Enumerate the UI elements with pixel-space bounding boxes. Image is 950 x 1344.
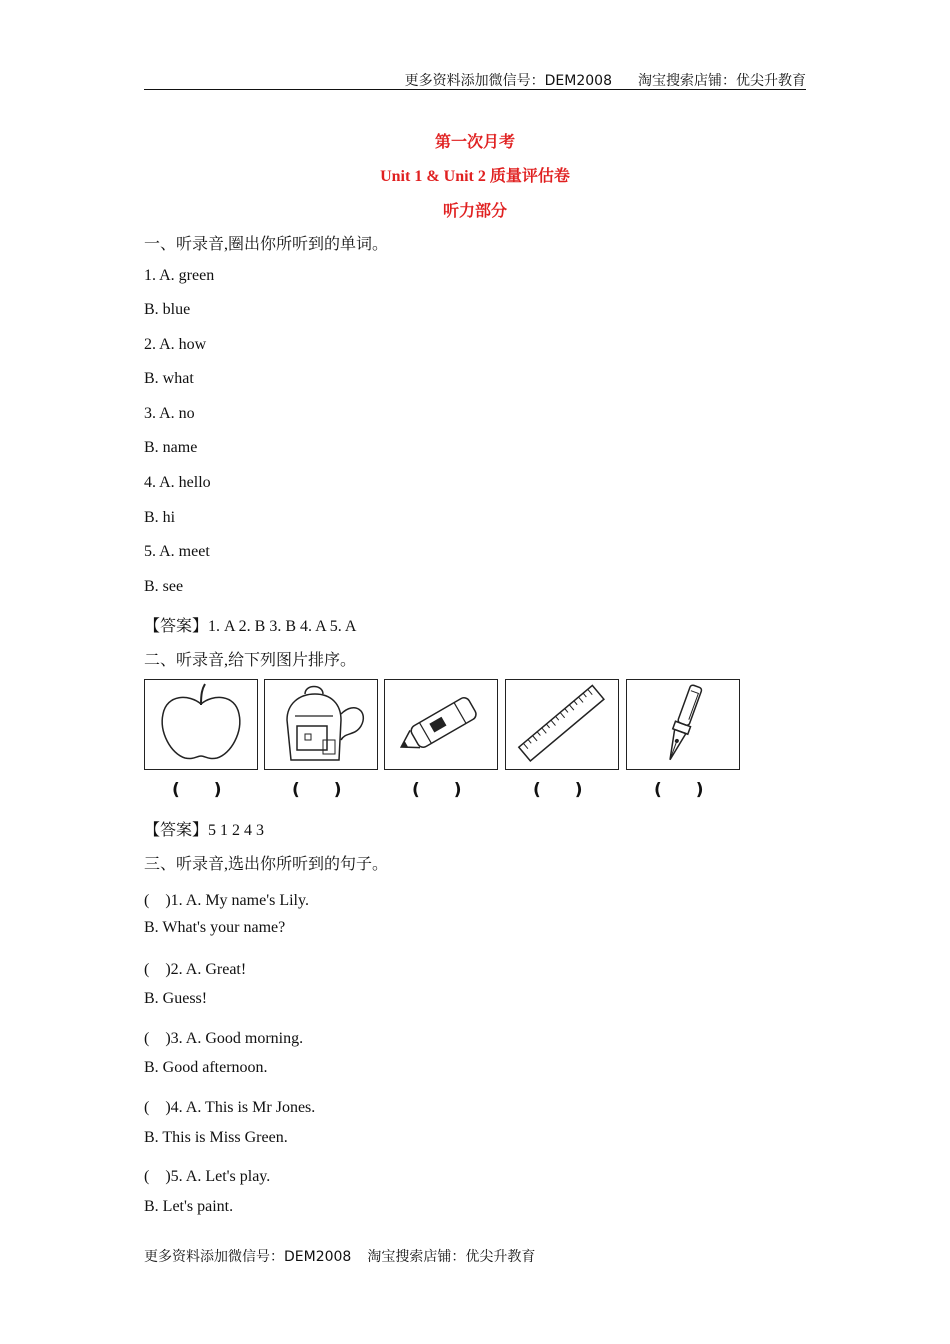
section2-heading: 二、听录音,给下列图片排序。	[144, 652, 357, 669]
list-item: ( )5. A. Let's play.	[144, 1168, 271, 1185]
list-item: B. Let's paint.	[144, 1198, 234, 1215]
crayon-icon	[384, 679, 498, 770]
section-title: 听力部分	[442, 203, 507, 220]
exam-subtitle: Unit 1 & Unit 2 质量评估卷	[380, 168, 570, 185]
list-item: B. This is Miss Green.	[144, 1129, 288, 1146]
section3-heading: 三、听录音,选出你所听到的句子。	[144, 856, 389, 873]
pen-icon	[626, 679, 740, 770]
footer-shop: 淘宝搜索店铺：优尖升教育	[367, 1249, 536, 1265]
answer-blank[interactable]: ( )	[533, 780, 583, 800]
list-item: B. hi	[144, 509, 176, 526]
section1-answer: 【答案】1. A 2. B 3. B 4. A 5. A	[144, 618, 357, 635]
backpack-icon	[264, 679, 378, 770]
ruler-icon	[505, 679, 619, 770]
header-shop: 淘宝搜索店铺：优尖升教育	[638, 73, 806, 89]
list-item: 3. A. no	[144, 405, 195, 422]
list-item: 5. A. meet	[144, 543, 210, 560]
section1-heading: 一、听录音,圈出你所听到的单词。	[144, 236, 389, 253]
list-item: ( )2. A. Great!	[144, 961, 247, 978]
list-item: 2. A. how	[144, 336, 207, 353]
section2-answer: 【答案】5 1 2 4 3	[144, 822, 265, 839]
page-footer	[144, 1246, 535, 1266]
list-item: 4. A. hello	[144, 474, 211, 491]
answer-blank[interactable]: ( )	[412, 780, 462, 800]
footer-wechat: 更多资料添加微信号：DEM2008	[144, 1249, 352, 1265]
answer-blank[interactable]: ( )	[172, 780, 222, 800]
answer-blank[interactable]: ( )	[654, 780, 704, 800]
list-item: B. Guess!	[144, 990, 208, 1007]
list-item: ( )4. A. This is Mr Jones.	[144, 1099, 316, 1116]
header-wechat: 更多资料添加微信号：DEM2008	[404, 73, 612, 89]
list-item: B. see	[144, 578, 184, 595]
list-item: B. Good afternoon.	[144, 1059, 268, 1076]
apple-icon	[144, 679, 258, 770]
page-header	[405, 70, 806, 90]
exam-title: 第一次月考	[434, 134, 515, 151]
answer-blank[interactable]: ( )	[292, 780, 342, 800]
list-item: B. name	[144, 439, 198, 456]
header-divider	[144, 89, 806, 90]
list-item: B. blue	[144, 301, 191, 318]
list-item: B. What's your name?	[144, 919, 286, 936]
list-item: ( )1. A. My name's Lily.	[144, 892, 309, 909]
list-item: ( )3. A. Good morning.	[144, 1030, 304, 1047]
list-item: B. what	[144, 370, 194, 387]
list-item: 1. A. green	[144, 267, 215, 284]
